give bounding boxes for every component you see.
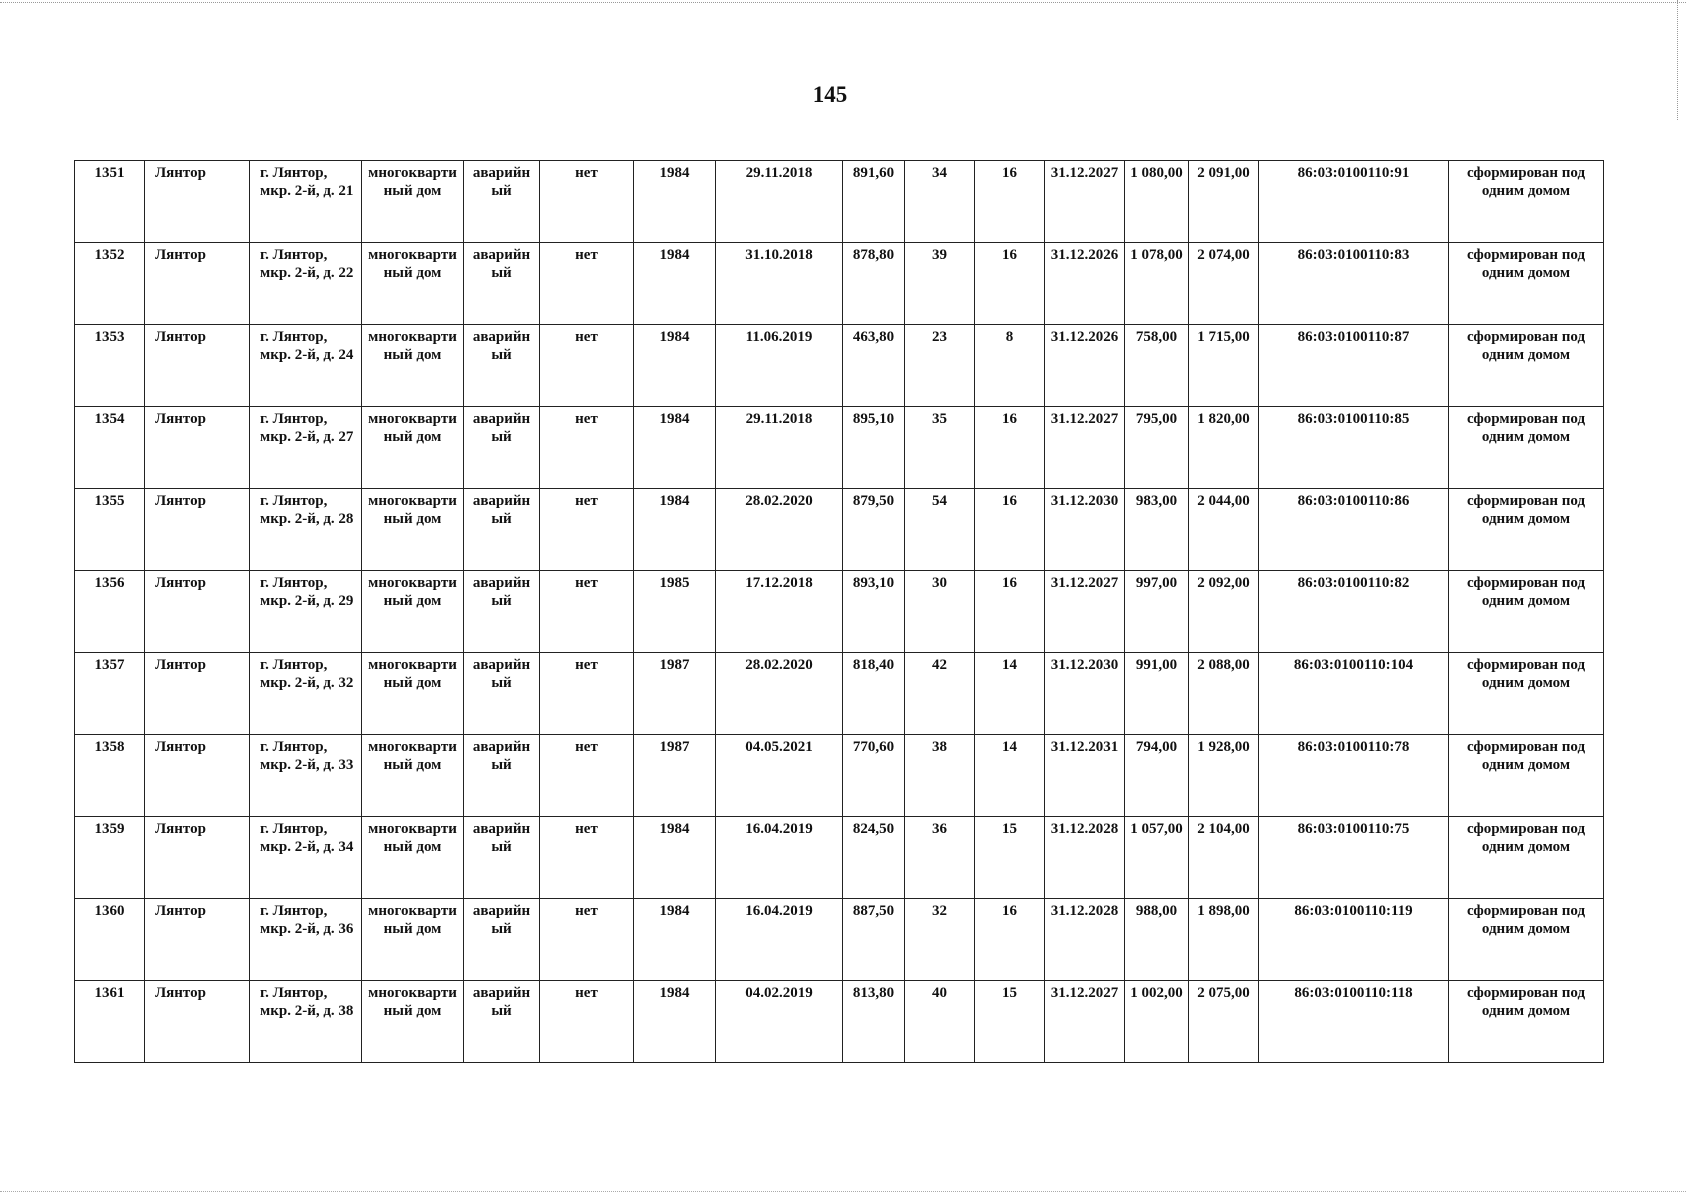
value2-cell: 2 091,00 xyxy=(1189,161,1259,243)
year-cell: 1984 xyxy=(634,489,716,571)
area-cell: 824,50 xyxy=(843,817,905,899)
row-number-cell: 1353 xyxy=(75,325,145,407)
settlement-cell: Лянтор xyxy=(145,817,250,899)
cadastral-number-cell: 86:03:0100110:87 xyxy=(1259,325,1449,407)
cadastral-number-cell: 86:03:0100110:83 xyxy=(1259,243,1449,325)
condition-cell: аварийный xyxy=(464,817,540,899)
units-cell: 14 xyxy=(975,735,1045,817)
row-number-cell: 1361 xyxy=(75,981,145,1063)
deadline-cell: 31.12.2030 xyxy=(1045,653,1125,735)
value2-cell: 1 715,00 xyxy=(1189,325,1259,407)
cadastral-number-cell: 86:03:0100110:78 xyxy=(1259,735,1449,817)
housing-registry-table xyxy=(74,160,1604,1063)
deadline-cell: 31.12.2027 xyxy=(1045,571,1125,653)
year-cell: 1984 xyxy=(634,243,716,325)
scan-edge-top xyxy=(0,2,1686,3)
flag-cell: нет xyxy=(540,407,634,489)
table-row xyxy=(75,571,1604,653)
value1-cell: 758,00 xyxy=(1125,325,1189,407)
flag-cell: нет xyxy=(540,489,634,571)
row-number-cell: 1354 xyxy=(75,407,145,489)
row-number-cell: 1358 xyxy=(75,735,145,817)
row-number-cell: 1352 xyxy=(75,243,145,325)
residents-cell: 39 xyxy=(905,243,975,325)
flag-cell: нет xyxy=(540,571,634,653)
land-status-cell: сформирован под одним домом xyxy=(1449,981,1604,1063)
address-cell: г. Лянтор, мкр. 2-й, д. 29 xyxy=(250,571,362,653)
deadline-cell: 31.12.2027 xyxy=(1045,981,1125,1063)
deadline-cell: 31.12.2031 xyxy=(1045,735,1125,817)
land-status-cell: сформирован под одним домом xyxy=(1449,325,1604,407)
year-cell: 1984 xyxy=(634,981,716,1063)
units-cell: 8 xyxy=(975,325,1045,407)
building-type-cell: многоквартиный дом xyxy=(362,243,464,325)
building-type-cell: многоквартиный дом xyxy=(362,325,464,407)
area-cell: 770,60 xyxy=(843,735,905,817)
condition-cell: аварийный xyxy=(464,981,540,1063)
area-cell: 818,40 xyxy=(843,653,905,735)
residents-cell: 23 xyxy=(905,325,975,407)
address-cell: г. Лянтор, мкр. 2-й, д. 28 xyxy=(250,489,362,571)
address-cell: г. Лянтор, мкр. 2-й, д. 21 xyxy=(250,161,362,243)
date-cell: 16.04.2019 xyxy=(716,899,843,981)
value1-cell: 983,00 xyxy=(1125,489,1189,571)
condition-cell: аварийный xyxy=(464,653,540,735)
date-cell: 29.11.2018 xyxy=(716,407,843,489)
settlement-cell: Лянтор xyxy=(145,571,250,653)
area-cell: 895,10 xyxy=(843,407,905,489)
address-cell: г. Лянтор, мкр. 2-й, д. 27 xyxy=(250,407,362,489)
condition-cell: аварийный xyxy=(464,899,540,981)
units-cell: 15 xyxy=(975,817,1045,899)
settlement-cell: Лянтор xyxy=(145,981,250,1063)
land-status-cell: сформирован под одним домом xyxy=(1449,735,1604,817)
year-cell: 1984 xyxy=(634,817,716,899)
value1-cell: 794,00 xyxy=(1125,735,1189,817)
land-status-cell: сформирован под одним домом xyxy=(1449,407,1604,489)
row-number-cell: 1357 xyxy=(75,653,145,735)
building-type-cell: многоквартиный дом xyxy=(362,735,464,817)
row-number-cell: 1360 xyxy=(75,899,145,981)
date-cell: 29.11.2018 xyxy=(716,161,843,243)
flag-cell: нет xyxy=(540,735,634,817)
condition-cell: аварийный xyxy=(464,243,540,325)
residents-cell: 38 xyxy=(905,735,975,817)
units-cell: 14 xyxy=(975,653,1045,735)
cadastral-number-cell: 86:03:0100110:85 xyxy=(1259,407,1449,489)
area-cell: 878,80 xyxy=(843,243,905,325)
cadastral-number-cell: 86:03:0100110:75 xyxy=(1259,817,1449,899)
building-type-cell: многоквартиный дом xyxy=(362,571,464,653)
table-row xyxy=(75,653,1604,735)
value1-cell: 1 057,00 xyxy=(1125,817,1189,899)
value1-cell: 1 078,00 xyxy=(1125,243,1189,325)
settlement-cell: Лянтор xyxy=(145,653,250,735)
table-row xyxy=(75,161,1604,243)
area-cell: 891,60 xyxy=(843,161,905,243)
value2-cell: 1 820,00 xyxy=(1189,407,1259,489)
area-cell: 887,50 xyxy=(843,899,905,981)
value1-cell: 795,00 xyxy=(1125,407,1189,489)
building-type-cell: многоквартиный дом xyxy=(362,653,464,735)
residents-cell: 54 xyxy=(905,489,975,571)
date-cell: 04.05.2021 xyxy=(716,735,843,817)
row-number-cell: 1355 xyxy=(75,489,145,571)
value1-cell: 991,00 xyxy=(1125,653,1189,735)
area-cell: 879,50 xyxy=(843,489,905,571)
cadastral-number-cell: 86:03:0100110:82 xyxy=(1259,571,1449,653)
residents-cell: 42 xyxy=(905,653,975,735)
building-type-cell: многоквартиный дом xyxy=(362,407,464,489)
residents-cell: 35 xyxy=(905,407,975,489)
land-status-cell: сформирован под одним домом xyxy=(1449,899,1604,981)
flag-cell: нет xyxy=(540,653,634,735)
flag-cell: нет xyxy=(540,817,634,899)
table-row xyxy=(75,735,1604,817)
value2-cell: 1 898,00 xyxy=(1189,899,1259,981)
deadline-cell: 31.12.2026 xyxy=(1045,243,1125,325)
land-status-cell: сформирован под одним домом xyxy=(1449,243,1604,325)
value2-cell: 2 074,00 xyxy=(1189,243,1259,325)
year-cell: 1984 xyxy=(634,407,716,489)
date-cell: 11.06.2019 xyxy=(716,325,843,407)
row-number-cell: 1356 xyxy=(75,571,145,653)
settlement-cell: Лянтор xyxy=(145,407,250,489)
value1-cell: 1 080,00 xyxy=(1125,161,1189,243)
deadline-cell: 31.12.2028 xyxy=(1045,817,1125,899)
settlement-cell: Лянтор xyxy=(145,489,250,571)
cadastral-number-cell: 86:03:0100110:91 xyxy=(1259,161,1449,243)
year-cell: 1985 xyxy=(634,571,716,653)
row-number-cell: 1351 xyxy=(75,161,145,243)
flag-cell: нет xyxy=(540,161,634,243)
date-cell: 16.04.2019 xyxy=(716,817,843,899)
deadline-cell: 31.12.2027 xyxy=(1045,407,1125,489)
address-cell: г. Лянтор, мкр. 2-й, д. 34 xyxy=(250,817,362,899)
land-status-cell: сформирован под одним домом xyxy=(1449,653,1604,735)
units-cell: 16 xyxy=(975,243,1045,325)
year-cell: 1984 xyxy=(634,325,716,407)
value2-cell: 2 104,00 xyxy=(1189,817,1259,899)
flag-cell: нет xyxy=(540,981,634,1063)
units-cell: 16 xyxy=(975,161,1045,243)
area-cell: 893,10 xyxy=(843,571,905,653)
residents-cell: 32 xyxy=(905,899,975,981)
flag-cell: нет xyxy=(540,899,634,981)
address-cell: г. Лянтор, мкр. 2-й, д. 32 xyxy=(250,653,362,735)
address-cell: г. Лянтор, мкр. 2-й, д. 36 xyxy=(250,899,362,981)
date-cell: 17.12.2018 xyxy=(716,571,843,653)
value2-cell: 1 928,00 xyxy=(1189,735,1259,817)
building-type-cell: многоквартиный дом xyxy=(362,817,464,899)
table-body xyxy=(75,161,1604,1063)
address-cell: г. Лянтор, мкр. 2-й, д. 38 xyxy=(250,981,362,1063)
row-number-cell: 1359 xyxy=(75,817,145,899)
address-cell: г. Лянтор, мкр. 2-й, д. 22 xyxy=(250,243,362,325)
date-cell: 04.02.2019 xyxy=(716,981,843,1063)
cadastral-number-cell: 86:03:0100110:104 xyxy=(1259,653,1449,735)
cadastral-number-cell: 86:03:0100110:118 xyxy=(1259,981,1449,1063)
table-row xyxy=(75,325,1604,407)
residents-cell: 40 xyxy=(905,981,975,1063)
deadline-cell: 31.12.2027 xyxy=(1045,161,1125,243)
condition-cell: аварийный xyxy=(464,161,540,243)
address-cell: г. Лянтор, мкр. 2-й, д. 33 xyxy=(250,735,362,817)
condition-cell: аварийный xyxy=(464,407,540,489)
year-cell: 1984 xyxy=(634,161,716,243)
date-cell: 28.02.2020 xyxy=(716,653,843,735)
table-row xyxy=(75,489,1604,571)
year-cell: 1987 xyxy=(634,735,716,817)
residents-cell: 36 xyxy=(905,817,975,899)
condition-cell: аварийный xyxy=(464,325,540,407)
residents-cell: 30 xyxy=(905,571,975,653)
value1-cell: 1 002,00 xyxy=(1125,981,1189,1063)
settlement-cell: Лянтор xyxy=(145,899,250,981)
condition-cell: аварийный xyxy=(464,571,540,653)
settlement-cell: Лянтор xyxy=(145,243,250,325)
condition-cell: аварийный xyxy=(464,735,540,817)
flag-cell: нет xyxy=(540,325,634,407)
page-number: 145 xyxy=(812,82,848,107)
value2-cell: 2 075,00 xyxy=(1189,981,1259,1063)
cadastral-number-cell: 86:03:0100110:86 xyxy=(1259,489,1449,571)
condition-cell: аварийный xyxy=(464,489,540,571)
land-status-cell: сформирован под одним домом xyxy=(1449,489,1604,571)
value2-cell: 2 088,00 xyxy=(1189,653,1259,735)
year-cell: 1984 xyxy=(634,899,716,981)
building-type-cell: многоквартиный дом xyxy=(362,489,464,571)
units-cell: 16 xyxy=(975,489,1045,571)
table-row xyxy=(75,407,1604,489)
cadastral-number-cell: 86:03:0100110:119 xyxy=(1259,899,1449,981)
scan-edge-bottom xyxy=(0,1191,1686,1192)
deadline-cell: 31.12.2026 xyxy=(1045,325,1125,407)
settlement-cell: Лянтор xyxy=(145,325,250,407)
land-status-cell: сформирован под одним домом xyxy=(1449,571,1604,653)
table-row xyxy=(75,243,1604,325)
value2-cell: 2 044,00 xyxy=(1189,489,1259,571)
value2-cell: 2 092,00 xyxy=(1189,571,1259,653)
area-cell: 463,80 xyxy=(843,325,905,407)
value1-cell: 997,00 xyxy=(1125,571,1189,653)
year-cell: 1987 xyxy=(634,653,716,735)
table-row xyxy=(75,981,1604,1063)
land-status-cell: сформирован под одним домом xyxy=(1449,817,1604,899)
units-cell: 16 xyxy=(975,407,1045,489)
flag-cell: нет xyxy=(540,243,634,325)
table-row xyxy=(75,899,1604,981)
date-cell: 28.02.2020 xyxy=(716,489,843,571)
value1-cell: 988,00 xyxy=(1125,899,1189,981)
residents-cell: 34 xyxy=(905,161,975,243)
units-cell: 16 xyxy=(975,571,1045,653)
deadline-cell: 31.12.2030 xyxy=(1045,489,1125,571)
units-cell: 16 xyxy=(975,899,1045,981)
settlement-cell: Лянтор xyxy=(145,161,250,243)
scan-edge-right xyxy=(1677,0,1678,120)
land-status-cell: сформирован под одним домом xyxy=(1449,161,1604,243)
address-cell: г. Лянтор, мкр. 2-й, д. 24 xyxy=(250,325,362,407)
units-cell: 15 xyxy=(975,981,1045,1063)
area-cell: 813,80 xyxy=(843,981,905,1063)
date-cell: 31.10.2018 xyxy=(716,243,843,325)
building-type-cell: многоквартиный дом xyxy=(362,899,464,981)
deadline-cell: 31.12.2028 xyxy=(1045,899,1125,981)
settlement-cell: Лянтор xyxy=(145,735,250,817)
building-type-cell: многоквартиный дом xyxy=(362,161,464,243)
table-row xyxy=(75,817,1604,899)
building-type-cell: многоквартиный дом xyxy=(362,981,464,1063)
